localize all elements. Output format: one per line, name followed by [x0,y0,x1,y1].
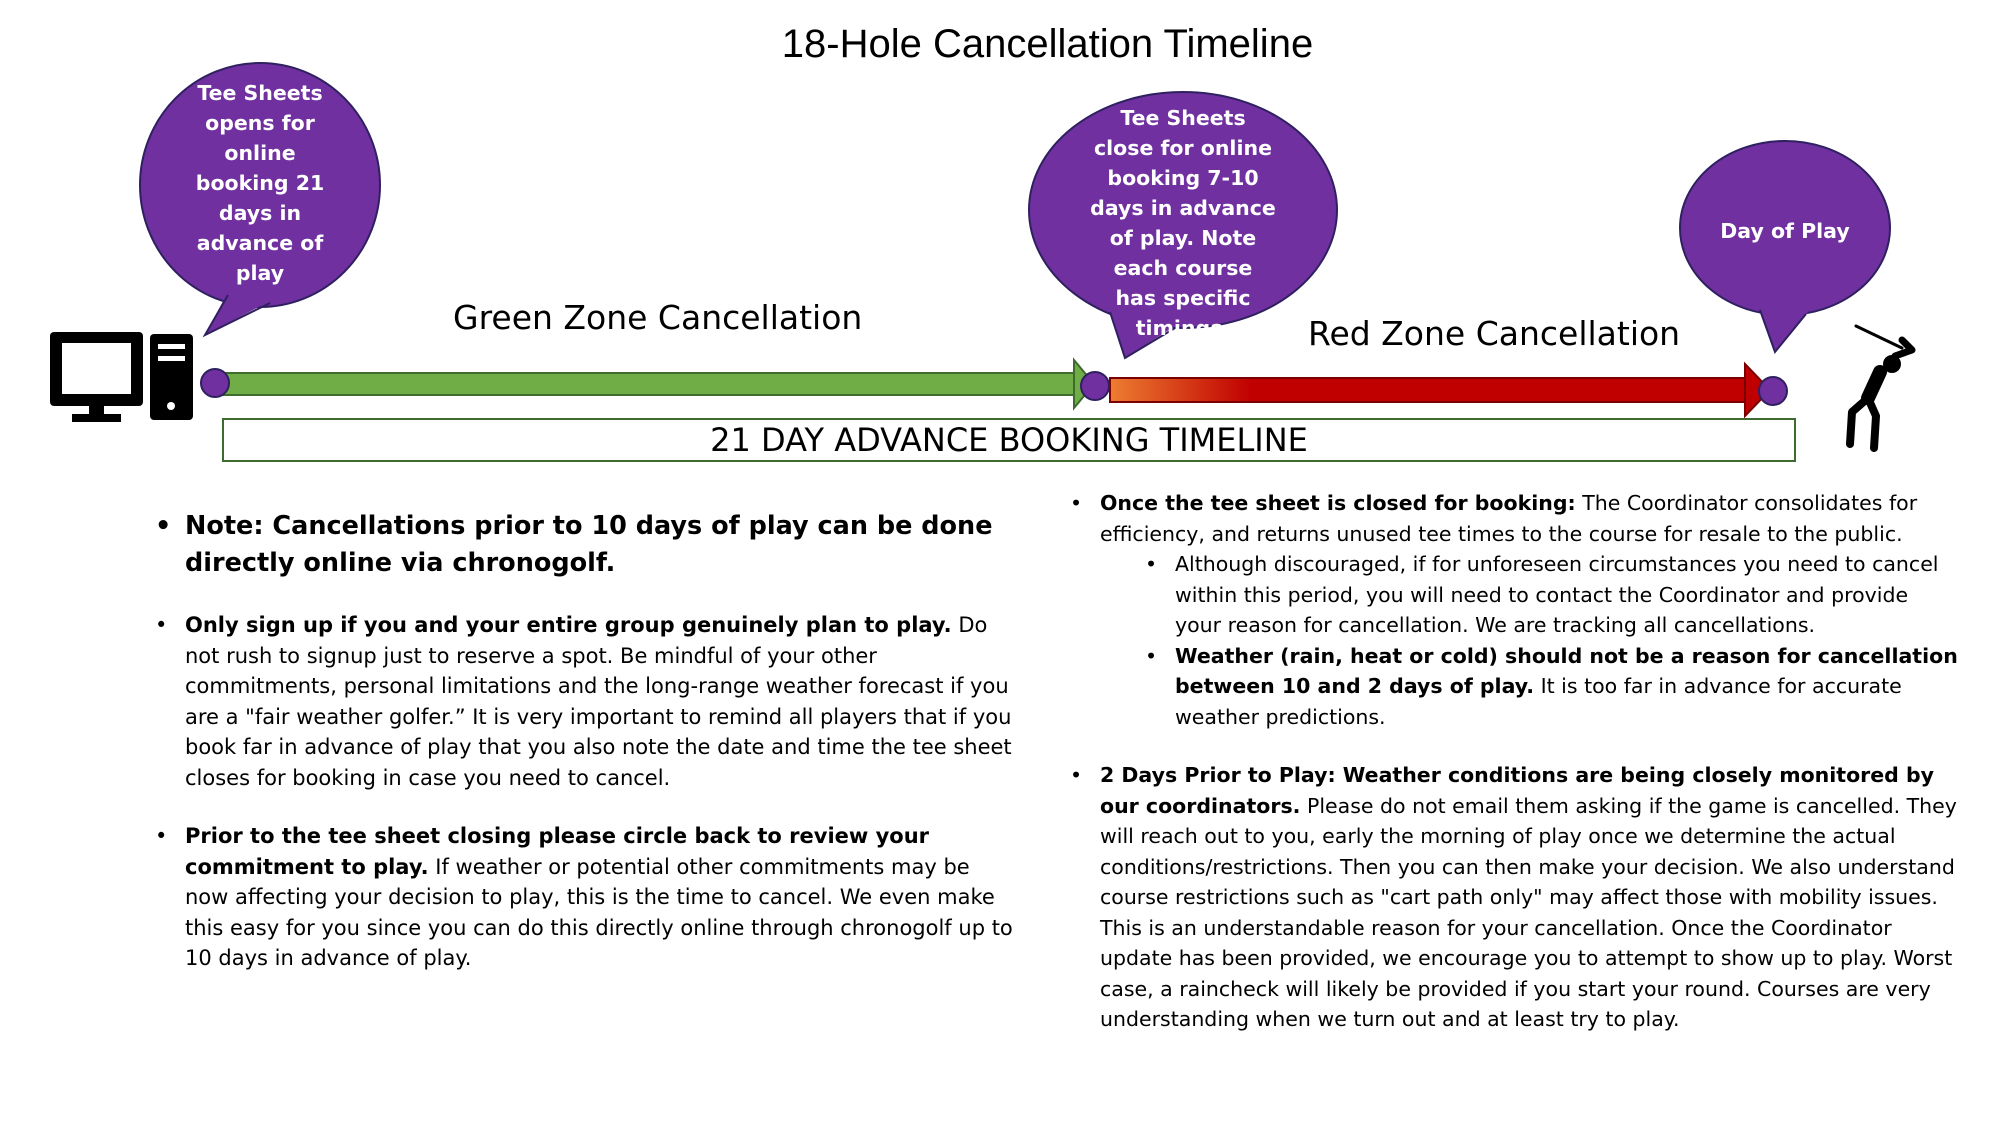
close-node [1081,372,1109,400]
bubble-day-shape [1680,141,1890,352]
play-node [1759,377,1787,405]
start-node [201,369,229,397]
golfer-icon [1850,326,1912,448]
green-zone-label: Green Zone Cancellation [453,298,863,337]
note-sign-up: • Only sign up if you and your entire group genuinely plan to play. Do not rush to signup just to reserve a spot. Be mindful of your other commitments, personal limitations and the long-range weather forecast if you are a "fair weather golfer.” It is very important to remind all players that if you book far in advance of play that you also note the date and time the tee sheet closes for booking in case you need to cancel. [155,610,1015,793]
green-zone-arrow [218,360,1094,408]
red-zone-arrow [1110,364,1770,416]
bubble-open-text: Tee Sheets opens for online booking 21 days in advance of play [195,81,325,285]
bubble-close-text: Tee Sheets close for online booking 7-10 days in advance of play. Note each course has specific timings. [1090,106,1276,340]
red-zone-label: Red Zone Cancellation [1308,314,1681,353]
note-cancel-within-period: • Although discouraged, if for unforeseen circumstances you need to cancel within this period, you will need to contact the Coordinator and provide your reason for cancellation. We are tracking all cancellations. [1145,549,1960,641]
note-tee-sheet-closed: • Once the tee sheet is closed for booking: The Coordinator consolidates for efficiency, and returns unused tee times to the course for resale to the public. • Although discouraged, if for unforeseen circumstances you need to cancel within this period, you will need to contact the Coordinator and provide your reason for cancellation. We are tracking all cancellations. • Weather (rain, heat or cold) should not be a reason for cancellation between 10 and 2 days of play. It is too far in advance for accurate weather predictions. [1070,488,1960,732]
desktop-computer-icon [50,332,193,422]
note-two-days-prior: • 2 Days Prior to Play: Weather conditions are being closely monitored by our coordinators. Please do not email them asking if the game is cancelled. They will reach out to you, early the morning of play once we determine the actual conditions/restrictions. Then you can then make your decision. We also understand course restrictions such as "cart path only" may affect those with mobility issues. This is an understandable reason for your cancellation. Once the Coordinator update has been provided, we encourage you to attempt to show up to play. Worst case, a raincheck will likely be provided if you start your round. Courses are very understanding when we turn out and at least try to play. [1070,760,1960,1035]
left-notes [155,508,1015,974]
timeline-label-box: 21 DAY ADVANCE BOOKING TIMELINE [222,418,1796,462]
note-online-cancellation: • Note: Cancellations prior to 10 days of play can be done directly online via chronogolf. [155,508,1015,582]
bubble-day-text: Day of Play [1720,219,1850,243]
page-title: 18-Hole Cancellation Timeline [781,22,1314,66]
note-circle-back: • Prior to the tee sheet closing please circle back to review your commitment to play. If weather or potential other commitments may be now affecting your decision to play, this is the time to cancel. We even make this easy for you since you can do this directly online through chronogolf up to 10 days in advance of play. [155,821,1015,974]
note-weather-not-reason: • Weather (rain, heat or cold) should not be a reason for cancellation between 10 and 2 days of play. It is too far in advance for accurate weather predictions. [1145,641,1960,733]
right-notes [1070,488,1960,1035]
